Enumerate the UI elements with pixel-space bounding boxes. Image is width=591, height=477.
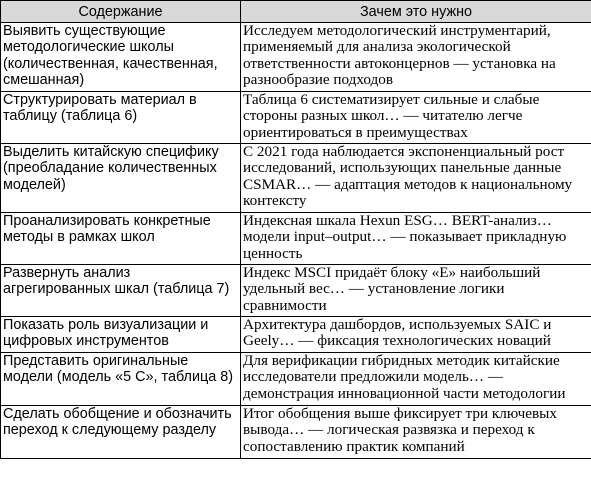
cell-content: Развернуть анализ агрегированных шкал (таблица 7) <box>1 265 241 317</box>
table-header-row <box>1 1 591 23</box>
cell-why: Индекс MSCI придаёт блоку «E» наибольший удельный вес… — установление логики сравнимости <box>241 265 591 317</box>
cell-why: Исследуем методологический инструментарий, применяемый для анализа экологической ответственности автоконцернов — установка на разнообразие подходов <box>241 23 591 92</box>
table-row <box>1 265 591 317</box>
cell-content: Структурировать материал в таблицу (таблица 6) <box>1 92 241 144</box>
header-why: Зачем это нужно <box>241 1 591 23</box>
cell-why: С 2021 года наблюдается экспоненциальный рост исследований, использующих панельные данные CSMAR… — адаптация методов к национальному контексту <box>241 144 591 213</box>
table-row <box>1 92 591 144</box>
cell-why: Для верификации гибридных методик китайские исследователи предложили модель… — демонстрация инновационной части методологии <box>241 353 591 406</box>
table-row <box>1 317 591 353</box>
cell-content: Проанализировать конкретные методы в рамках школ <box>1 213 241 265</box>
cell-content: Сделать обобщение и обозначить переход к следующему разделу <box>1 406 241 459</box>
cell-why: Индексная шкала Hexun ESG… BERT-анализ… модели input–output… — показывает прикладную ценность <box>241 213 591 265</box>
cell-content: Выявить существующие методологические школы (количественная, качественная, смешанная) <box>1 23 241 92</box>
header-content: Содержание <box>1 1 241 23</box>
cell-content: Показать роль визуализации и цифровых инструментов <box>1 317 241 353</box>
cell-content: Представить оригинальные модели (модель «5 С», таблица 8) <box>1 353 241 406</box>
cell-content: Выделить китайскую специфику (преобладание количественных моделей) <box>1 144 241 213</box>
cell-why: Таблица 6 систематизирует сильные и слабые стороны разных школ… — читателю легче ориентироваться в преимуществах <box>241 92 591 144</box>
cell-why: Итог обобщения выше фиксирует три ключевых вывода… — логическая развязка и переход к сопоставлению практик компаний <box>241 406 591 459</box>
cell-why: Архитектура дашбордов, используемых SAIC и Geely… — фиксация технологических новаций <box>241 317 591 353</box>
table-row <box>1 213 591 265</box>
table-row <box>1 23 591 92</box>
table-row <box>1 406 591 459</box>
table-row <box>1 353 591 406</box>
table-row <box>1 144 591 213</box>
